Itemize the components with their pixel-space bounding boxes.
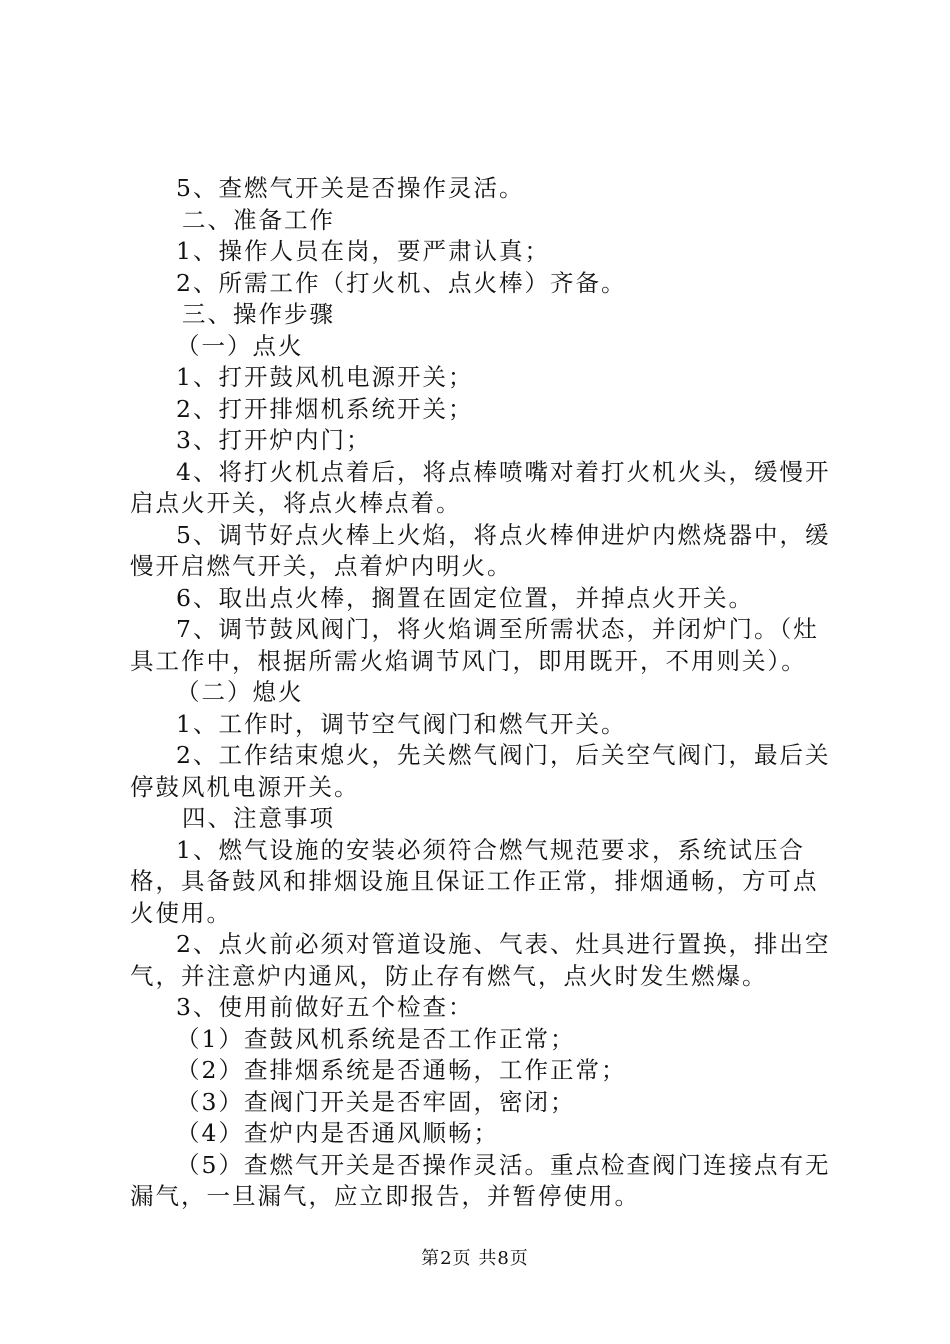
page-number-footer: 第2页 共8页 (421, 1248, 529, 1269)
section-heading: 四、注意事项 (182, 804, 335, 832)
paragraph: 3、打开炉内门； (176, 426, 372, 454)
paragraph: 2、打开排烟机系统开关； (176, 394, 474, 423)
paragraph: 1、工作时，调节空气阀门和燃气开关。 (176, 709, 627, 738)
paragraph: 7、调节鼓风阀门，将火焰调至所需状态，并闭炉门。（灶具工作中，根据所需火焰调节风门，即用既开，不用则关）。 (130, 615, 819, 675)
checklist-item: （4）查炉内是否通风顺畅； (176, 1119, 499, 1147)
paragraph: 5、查燃气开关是否操作灵活。 (176, 174, 525, 202)
paragraph: 2、工作结束熄火，先关燃气阀门，后关空气阀门，最后关停鼓风机电源开关。 (130, 741, 831, 801)
subsection-heading: （二）熄火 (176, 678, 304, 706)
paragraph: 5、调节好点火棒上火焰，将点火棒伸进炉内燃烧器中，缓慢开启燃气开关，点着炉内明火。 (130, 520, 831, 580)
checklist-item: （2）查排烟系统是否通畅，工作正常； (176, 1056, 627, 1084)
paragraph: 1、打开鼓风机电源开关； (176, 363, 474, 391)
checklist-item: （3）查阀门开关是否牢固，密闭； (176, 1087, 576, 1116)
paragraph: 6、取出点火棒，搁置在固定位置，并掉点火开关。 (176, 583, 754, 612)
subsection-heading: （一）点火 (176, 331, 304, 360)
paragraph: 1、燃气设施的安装必须符合燃气规范要求，系统试压合格，具备鼓风和排烟设施且保证工作正常，排烟通畅，方可点火使用。 (130, 835, 819, 927)
section-heading: 二、准备工作 (182, 205, 335, 234)
paragraph: 2、所需工作（打火机、点火棒）齐备。 (176, 268, 627, 297)
paragraph: 3、使用前做好五个检查： (176, 993, 474, 1021)
paragraph: 2、点火前必须对管道设施、气表、灶具进行置换，排出空气，并注意炉内通风，防止存有燃气，点火时发生燃爆。 (130, 930, 831, 990)
paragraph: 1、操作人员在岗，要严肃认真； (176, 237, 550, 265)
checklist-item: （5）查燃气开关是否操作灵活。重点检查阀门连接点有无漏气，一旦漏气，应立即报告，并暂停使用。 (130, 1150, 831, 1210)
section-heading: 三、操作步骤 (182, 300, 335, 328)
checklist-item: （1）查鼓风机系统是否工作正常； (176, 1024, 576, 1053)
paragraph: 4、将打火机点着后，将点棒喷嘴对着打火机火头，缓慢开启点火开关，将点火棒点着。 (130, 457, 831, 517)
document-body (130, 173, 832, 1213)
